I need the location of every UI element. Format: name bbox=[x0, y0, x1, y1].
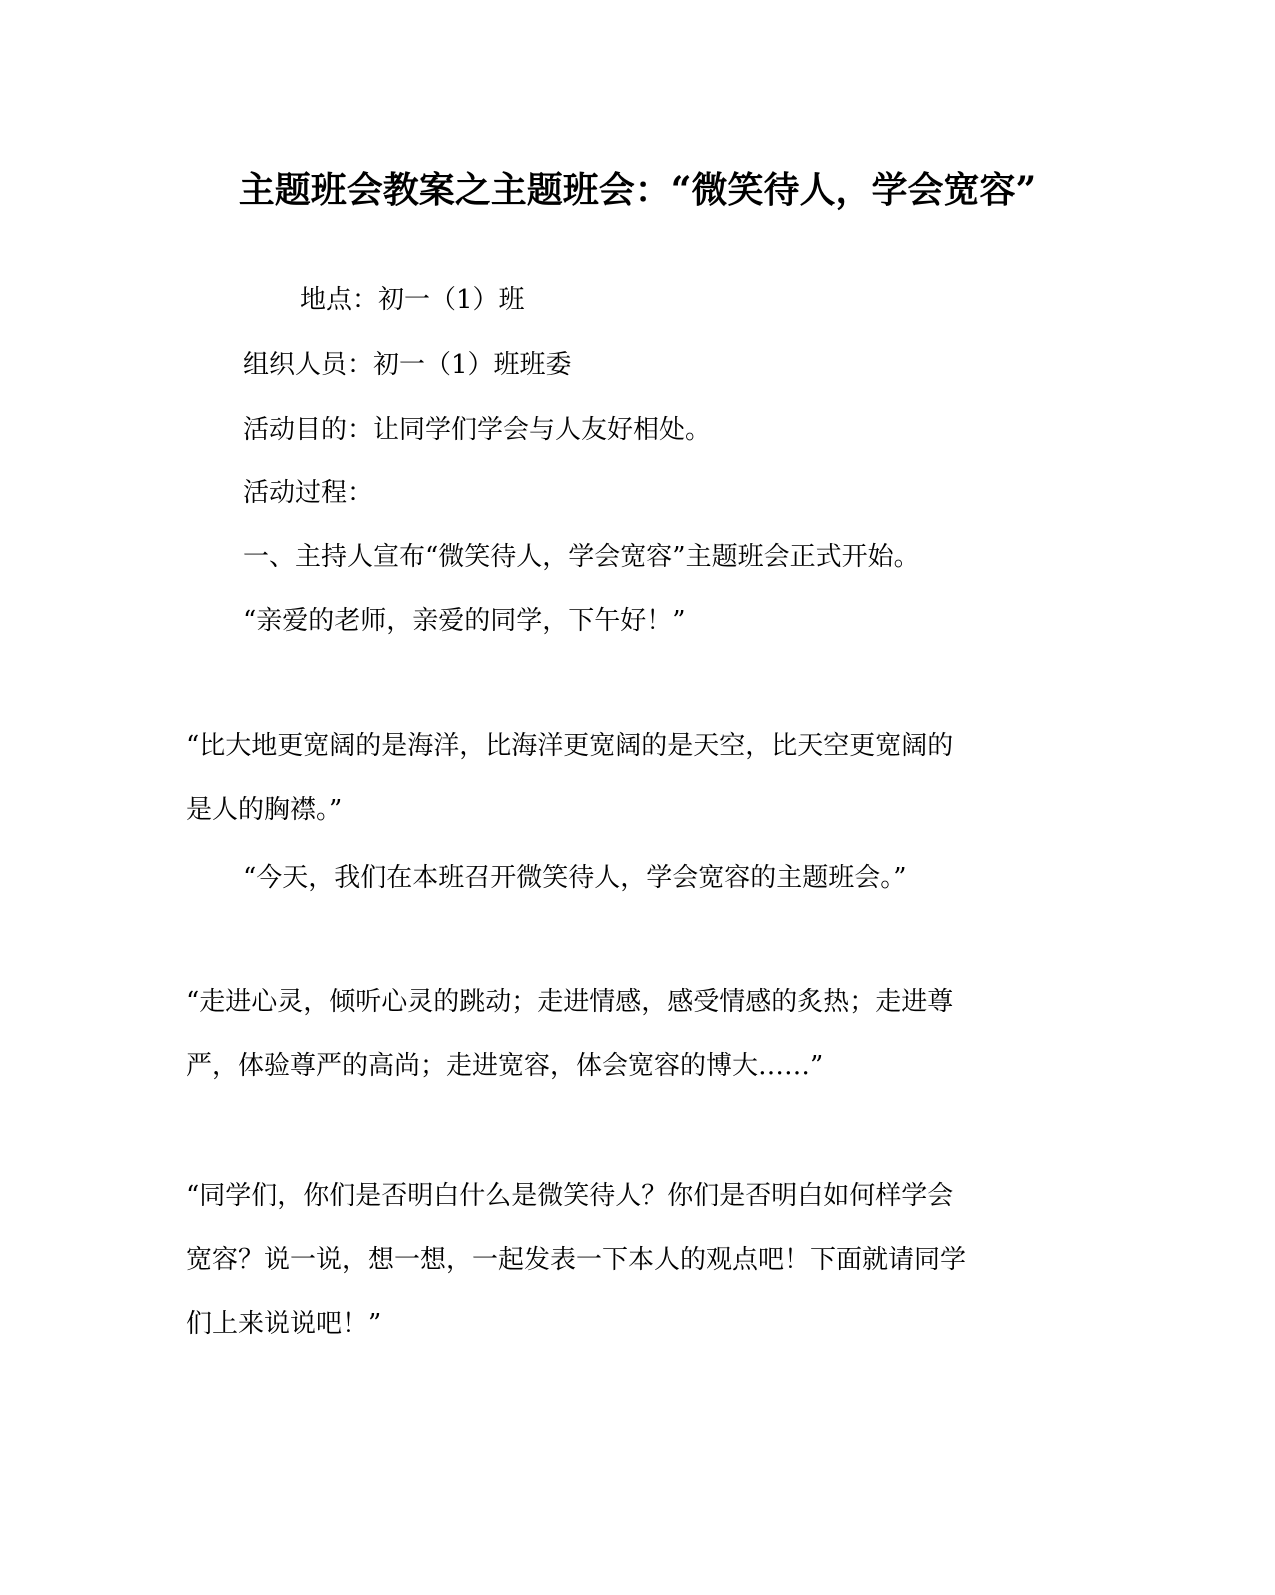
quote-paragraph-3 bbox=[186, 1164, 1056, 1356]
location-line: 地点：初一（1）班 bbox=[300, 285, 525, 315]
quote2-line1: “走进心灵，倾听心灵的跳动；走进情感，感受情感的炙热；走进尊 bbox=[186, 987, 954, 1017]
quote1-line2: 是人的胸襟。” bbox=[186, 795, 343, 825]
quote-paragraph-2 bbox=[186, 970, 1056, 1098]
greeting-line: “亲爱的老师，亲爱的同学，下午好！” bbox=[243, 606, 686, 636]
quote3-line2: 宽容？说一说，想一想，一起发表一下本人的观点吧！下面就请同学 bbox=[186, 1245, 967, 1275]
quote3-line3: 们上来说说吧！” bbox=[186, 1309, 382, 1339]
quote3-line1: “同学们，你们是否明白什么是微笑待人？你们是否明白如何样学会 bbox=[186, 1181, 954, 1211]
process-heading: 活动过程： bbox=[243, 478, 374, 508]
quote-paragraph-1 bbox=[186, 714, 1056, 842]
quote2-line2: 严，体验尊严的高尚；走进宽容，体会宽容的博大……” bbox=[186, 1051, 824, 1081]
organizer-line: 组织人员：初一（1）班班委 bbox=[243, 350, 572, 380]
today-line: “今天，我们在本班召开微笑待人，学会宽容的主题班会。” bbox=[243, 863, 907, 893]
step-one: 一、主持人宣布“微笑待人，学会宽容”主题班会正式开始。 bbox=[243, 542, 920, 572]
purpose-line: 活动目的：让同学们学会与人友好相处。 bbox=[243, 415, 712, 445]
quote1-line1: “比大地更宽阔的是海洋，比海洋更宽阔的是天空，比天空更宽阔的 bbox=[186, 731, 954, 761]
document-title: 主题班会教案之主题班会：“微笑待人，学会宽容” bbox=[238, 169, 1037, 211]
